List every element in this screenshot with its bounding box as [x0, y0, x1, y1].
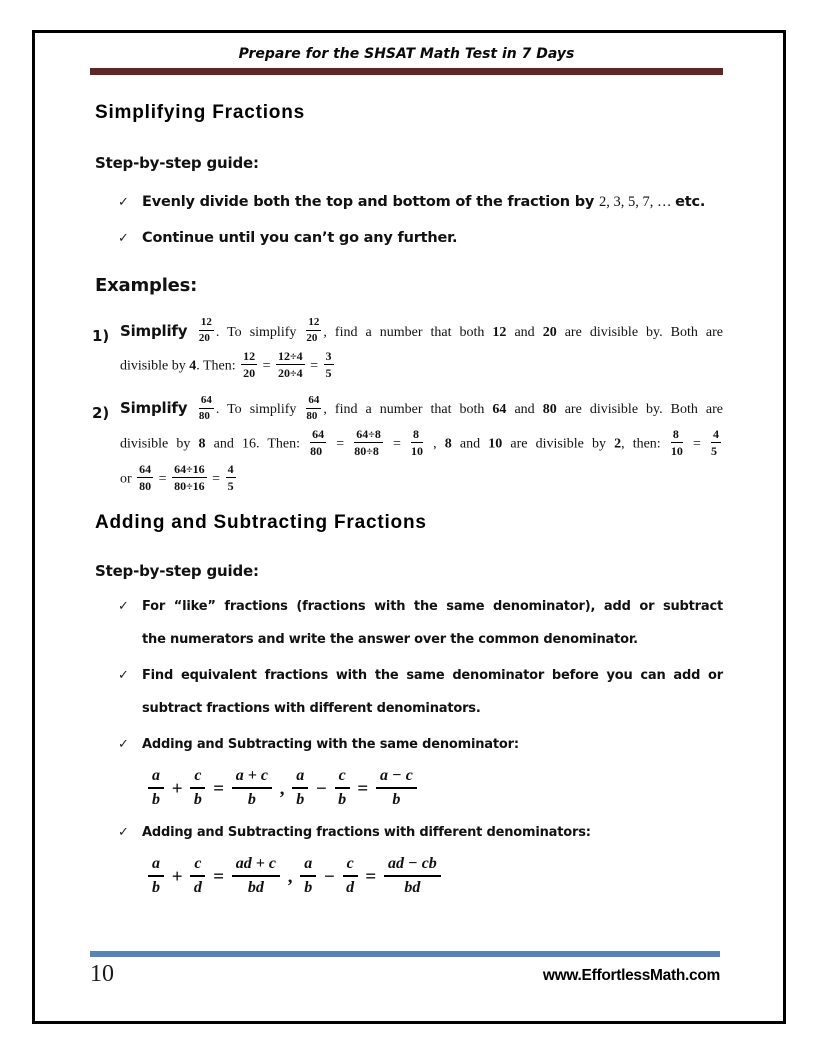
fraction [343, 856, 358, 896]
checkmark-icon: ✓ [118, 598, 129, 614]
fraction [190, 768, 205, 808]
formula-different-denominators [145, 854, 723, 898]
fraction-denominator: 20 [243, 366, 256, 381]
fraction-denominator: 20÷4 [278, 366, 303, 381]
fraction-numerator: 12 [243, 349, 256, 364]
text-run: − [311, 777, 332, 799]
fraction-numerator: 64 [199, 395, 214, 409]
bullet-text [142, 822, 723, 843]
fraction-numerator: 8 [411, 428, 423, 443]
fraction [226, 463, 236, 492]
text-run: + [167, 865, 188, 887]
fraction [172, 463, 207, 492]
text-run: . Then: [196, 359, 240, 374]
text-run: . To simplify [215, 325, 305, 340]
fraction-denominator: d [346, 878, 355, 896]
fraction [199, 395, 214, 422]
fraction [306, 395, 321, 422]
fraction-denominator: b [247, 790, 256, 808]
bullet-text [142, 596, 723, 650]
fraction-denominator: 80÷8 [354, 443, 379, 458]
bullet-text [142, 734, 723, 755]
text-run: = [360, 865, 381, 887]
text-run: − [319, 865, 340, 887]
fraction [354, 428, 383, 457]
text-run: and [451, 436, 489, 452]
fraction-numerator: a [300, 856, 316, 877]
text-run: , [274, 777, 290, 799]
fraction-denominator: 80÷16 [174, 478, 205, 493]
fraction [241, 350, 257, 379]
fraction-numerator: c [190, 856, 205, 877]
text-run: , then: [621, 436, 669, 452]
page-number: 10 [90, 961, 114, 987]
text-run: 8 [198, 436, 206, 452]
fraction-numerator: a [292, 768, 308, 789]
guide-bullets-1 [90, 192, 723, 249]
fraction-numerator: ad + c [232, 856, 280, 877]
page-footer [90, 951, 720, 987]
fraction-denominator: b [152, 878, 160, 896]
text-run: = [384, 436, 410, 452]
fraction-denominator: bd [247, 878, 264, 896]
fraction-denominator: b [338, 790, 347, 808]
checkmark-icon: ✓ [118, 824, 129, 840]
fraction [190, 856, 205, 896]
website-url: www.EffortlessMath.com [542, 967, 720, 984]
text-run: 8 [444, 436, 452, 452]
fraction [306, 317, 321, 344]
fraction-denominator: bd [404, 878, 421, 896]
running-header-title: Prepare for the SHSAT Math Test in 7 Days [238, 46, 575, 62]
text-run: 12 [492, 325, 507, 340]
text-run: are divisible by. Both are [556, 402, 723, 418]
text-run: 10 [488, 436, 503, 452]
bullet-text [142, 665, 723, 719]
fraction-numerator: 8 [671, 428, 683, 443]
text-run: 4 [189, 359, 197, 374]
fraction-denominator: 80 [198, 409, 210, 422]
checkmark-icon: ✓ [118, 231, 129, 246]
fraction [232, 768, 272, 808]
bullet-text [142, 228, 723, 249]
text-run: and [506, 402, 543, 418]
text-run: = [208, 865, 229, 887]
fraction [292, 768, 308, 808]
text-run: divisible by [120, 359, 190, 374]
text-run: 20 [542, 325, 557, 340]
text-run: divisible by [120, 436, 199, 452]
fraction [232, 856, 280, 896]
text-run: = [352, 777, 373, 799]
formula-same-denominator [145, 766, 723, 810]
text-run: , [425, 436, 445, 452]
text-run: + [167, 777, 188, 799]
text-run: and [506, 325, 543, 340]
example-1-line-2 [120, 349, 723, 381]
example-number: 2) [92, 404, 110, 423]
fraction [384, 856, 441, 896]
fraction-numerator: a [148, 856, 164, 877]
fraction-denominator: b [392, 790, 401, 808]
fraction-numerator: a + c [232, 768, 272, 789]
text-run: are divisible by. Both are [556, 325, 723, 340]
fraction [148, 856, 164, 896]
fraction [335, 768, 350, 808]
fraction [276, 350, 305, 379]
bullet-item [118, 596, 723, 650]
fraction-denominator: 10 [670, 443, 683, 458]
fraction-numerator: ad − cb [384, 856, 441, 877]
bullet-line: Adding and Subtracting fractions with different denominators: [142, 824, 591, 840]
fraction-denominator: 10 [411, 443, 424, 458]
bullet-line: For “like” fractions (fractions with the same denominator), add or subtract [142, 598, 723, 614]
fraction-numerator: a − c [376, 768, 417, 789]
bullet-item [118, 192, 723, 213]
fraction-numerator: 64÷8 [356, 426, 381, 441]
fraction-denominator: 20 [198, 332, 210, 345]
fraction-denominator: b [193, 790, 202, 808]
text-run: = [208, 471, 224, 487]
bullet-text [142, 192, 723, 213]
bullet-line: Find equivalent fractions with the same denominator before you can add or [142, 667, 723, 683]
fraction-numerator: 64 [312, 426, 325, 441]
text-run: = [208, 777, 229, 799]
text-run: 80 [542, 402, 557, 418]
fraction-numerator: 4 [712, 426, 719, 441]
bullet-item [118, 822, 723, 843]
examples-label: Examples: [95, 275, 198, 296]
text-run: . To simplify [215, 402, 305, 418]
text-run: = [684, 436, 709, 452]
fraction-denominator: d [193, 878, 202, 896]
fraction-denominator: 5 [325, 366, 332, 381]
fraction-denominator: b [152, 790, 160, 808]
fraction-denominator: 80 [139, 478, 152, 493]
text-run: = [306, 359, 322, 374]
fraction-denominator: 20 [306, 332, 318, 345]
fraction-numerator: 12 [199, 317, 214, 331]
fraction-denominator: 5 [710, 443, 717, 458]
fraction [711, 428, 721, 457]
text-run: 2, 3, 5, 7, … [598, 194, 676, 210]
fraction-denominator: 5 [227, 478, 234, 493]
page-border-frame [32, 30, 786, 1024]
fraction-numerator: c [343, 856, 358, 877]
fraction-numerator: 3 [325, 349, 332, 364]
text-run: and 16. Then: [205, 436, 309, 452]
fraction-numerator: c [335, 768, 350, 789]
text-run: are divisible by [502, 436, 615, 452]
text-run: 64 [492, 402, 507, 418]
checkmark-icon: ✓ [118, 736, 129, 752]
bullet-item [118, 734, 723, 755]
text-run: or [120, 471, 136, 487]
fraction-numerator: 4 [227, 461, 234, 476]
fraction-denominator: b [296, 790, 305, 808]
fraction-numerator: c [190, 768, 205, 789]
fraction [376, 768, 417, 808]
step-guide-label-1: Step-by-step guide: [95, 154, 259, 172]
example-2-line-3 [120, 461, 723, 494]
text-run: = [328, 436, 353, 452]
example-1-line-1 [120, 318, 723, 346]
fraction [300, 856, 316, 896]
fraction-denominator: b [304, 878, 313, 896]
example-2-line-1 [120, 395, 723, 423]
text-run: etc. [675, 194, 706, 210]
text-run: 2 [614, 436, 622, 452]
fraction [324, 350, 334, 379]
example-2 [90, 395, 723, 493]
checkmark-icon: ✓ [118, 195, 129, 210]
step-guide-label-2: Step-by-step guide: [95, 561, 259, 580]
fraction [310, 428, 326, 457]
fraction-numerator: 12÷4 [278, 349, 303, 364]
footer-rule [90, 951, 720, 957]
fraction-numerator: 12 [306, 317, 321, 331]
text-run: = [155, 471, 171, 487]
fraction-denominator: 80 [306, 409, 318, 422]
example-1 [90, 318, 723, 381]
bullet-line: subtract fractions with different denominators. [142, 700, 481, 716]
fraction [137, 463, 153, 492]
running-header [90, 46, 723, 75]
section-title-adding-subtracting-fractions: Adding and Subtracting Fractions [95, 511, 427, 533]
checkmark-icon: ✓ [118, 667, 129, 683]
text-run: Simplify [120, 322, 197, 340]
fraction-numerator: 64 [139, 461, 152, 476]
fraction [411, 428, 423, 457]
text-run: , find a number that both [323, 325, 493, 340]
example-2-line-2 [120, 426, 723, 459]
header-rule [90, 68, 723, 75]
fraction [148, 768, 164, 808]
bullet-item [118, 228, 723, 249]
text-run: = [259, 359, 275, 374]
fraction [199, 317, 214, 344]
fraction [671, 428, 683, 457]
text-run: , find a number that both [323, 402, 493, 418]
text-run: Continue until you can’t go any further. [142, 230, 458, 246]
guide-bullets-2 [90, 596, 723, 898]
bullet-line: Adding and Subtracting with the same denominator: [142, 736, 519, 752]
fraction-numerator: a [148, 768, 164, 789]
bullet-item [118, 665, 723, 719]
example-number: 1) [92, 327, 110, 345]
text-run: Evenly divide both the top and bottom of the fraction by [142, 194, 599, 210]
text-run: Simplify [120, 399, 197, 418]
section-title-simplifying-fractions: Simplifying Fractions [95, 102, 305, 123]
fraction-numerator: 64 [306, 395, 321, 409]
fraction-denominator: 80 [310, 443, 323, 458]
bullet-line: the numerators and write the answer over the common denominator. [142, 631, 638, 647]
fraction-numerator: 64÷16 [174, 461, 205, 476]
text-run: , [282, 865, 298, 887]
footer-row [90, 961, 720, 987]
